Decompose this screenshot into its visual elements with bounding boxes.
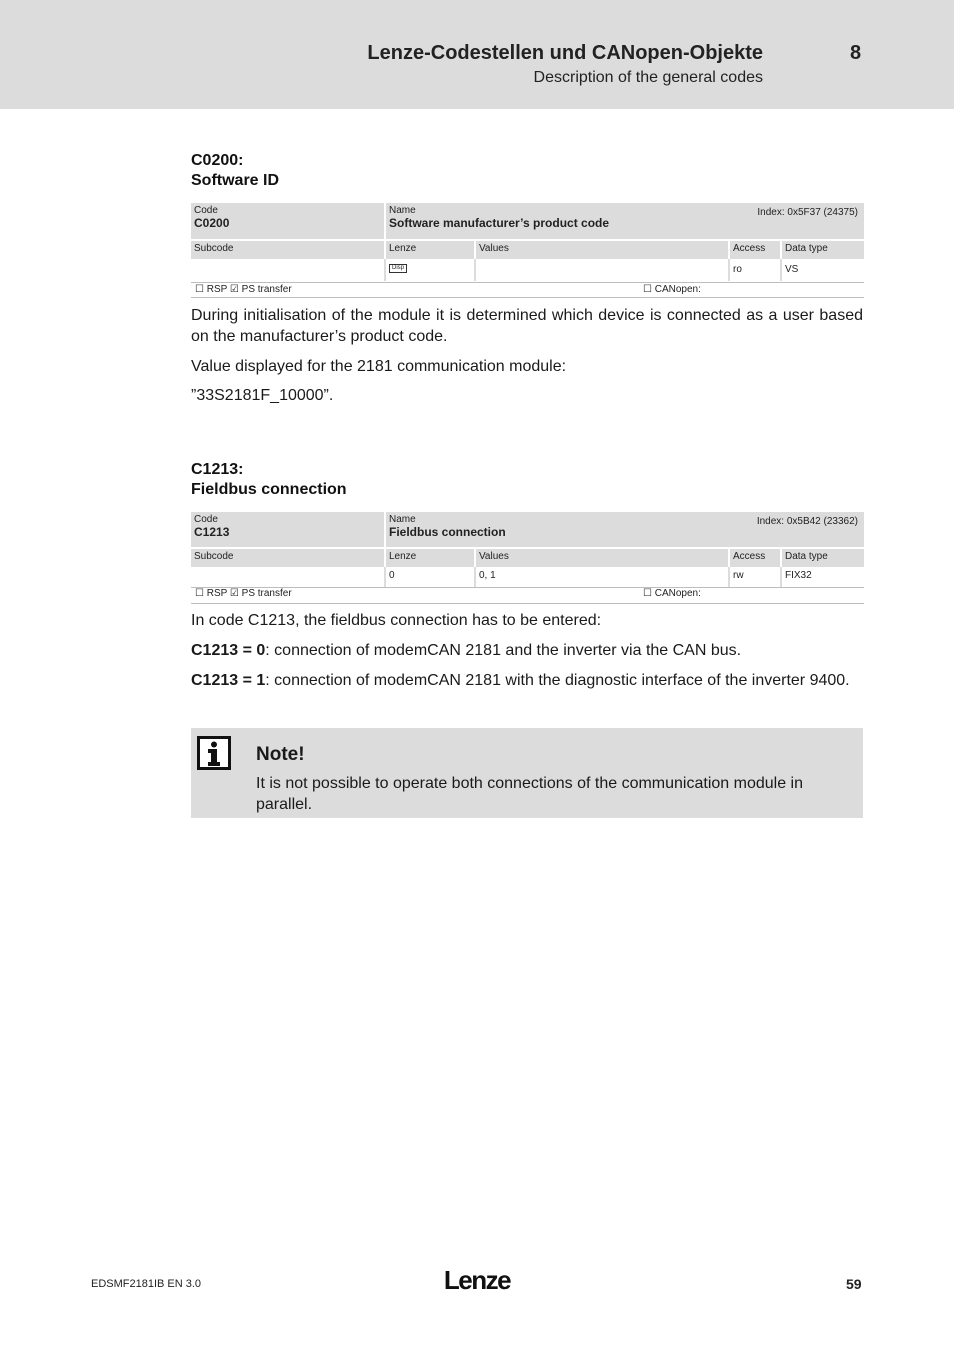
code-table-c0200 bbox=[191, 203, 864, 299]
col-access: Access bbox=[730, 549, 780, 567]
row-subcode bbox=[191, 259, 384, 281]
info-icon bbox=[197, 736, 231, 770]
code-caption: Code bbox=[194, 205, 218, 216]
row-access: rw bbox=[730, 567, 780, 587]
logo-text: Lenze bbox=[443, 1265, 511, 1295]
option-c1213-0 bbox=[191, 640, 863, 661]
option-key: C1213 = 1 bbox=[191, 672, 266, 689]
table-column-header-row bbox=[191, 241, 864, 259]
col-values: Values bbox=[476, 549, 728, 567]
footer-canopen: ☐ CANopen: bbox=[643, 284, 701, 295]
col-lenze: Lenze bbox=[386, 549, 474, 567]
table-column-header-row bbox=[191, 549, 864, 567]
row-access: ro bbox=[730, 259, 780, 281]
name-cell bbox=[386, 512, 864, 547]
paragraph: During initialisation of the module it is determined which device is connected as a user based on the manufacturer’s product code. bbox=[191, 307, 863, 345]
col-datatype: Data type bbox=[782, 241, 864, 259]
index-value: Index: 0x5F37 (24375) bbox=[757, 207, 858, 218]
code-table-c1213 bbox=[191, 512, 864, 606]
code-value: C0200 bbox=[194, 216, 230, 230]
name-value: Fieldbus connection bbox=[389, 525, 506, 539]
row-datatype: FIX32 bbox=[782, 567, 864, 587]
table-row bbox=[191, 567, 864, 587]
note-title: Note! bbox=[256, 744, 305, 765]
name-caption: Name bbox=[389, 205, 416, 216]
col-subcode: Subcode bbox=[191, 549, 384, 567]
table-bottom-line bbox=[191, 297, 864, 298]
option-key: C1213 = 0 bbox=[191, 642, 266, 659]
option-text: : connection of modemCAN 2181 and the inverter via the CAN bus. bbox=[265, 642, 742, 659]
footer-flags: ☐ RSP ☑ PS transfer bbox=[195, 284, 292, 295]
footer-flags: ☐ RSP ☑ PS transfer bbox=[195, 588, 292, 599]
table-header-row bbox=[191, 512, 864, 547]
table-footer-row bbox=[191, 283, 864, 297]
code-cell bbox=[191, 512, 384, 547]
code-cell bbox=[191, 203, 384, 239]
section-heading-c0200 bbox=[191, 151, 279, 191]
note-text: It is not possible to operate both connections of the communication module in parallel. bbox=[256, 775, 803, 813]
option-c1213-1 bbox=[191, 670, 863, 691]
name-value: Software manufacturer’s product code bbox=[389, 216, 610, 230]
option-text: : connection of modemCAN 2181 with the diagnostic interface of the inverter 9400. bbox=[265, 672, 850, 689]
section-name-label: Software ID bbox=[191, 172, 280, 189]
document-id: EDSMF2181IB EN 3.0 bbox=[91, 1278, 202, 1290]
section-name-label: Fieldbus connection bbox=[191, 481, 347, 498]
index-value: Index: 0x5B42 (23362) bbox=[756, 516, 858, 527]
section-code-label: C1213: bbox=[191, 461, 244, 478]
col-values: Values bbox=[476, 241, 728, 259]
section-code-label: C0200: bbox=[191, 152, 244, 169]
row-datatype: VS bbox=[782, 259, 864, 281]
row-lenze: 0 bbox=[386, 567, 474, 587]
name-cell bbox=[386, 203, 864, 239]
row-values: 0, 1 bbox=[476, 567, 728, 587]
row-lenze bbox=[386, 259, 474, 281]
table-row bbox=[191, 259, 864, 281]
note-box bbox=[191, 728, 863, 818]
col-datatype: Data type bbox=[782, 549, 864, 567]
table-bottom-line bbox=[191, 603, 864, 604]
paragraph: Value displayed for the 2181 communication module: bbox=[191, 358, 567, 375]
section-heading-c1213 bbox=[191, 460, 347, 500]
chapter-subtitle: Description of the general codes bbox=[533, 69, 763, 86]
lenze-logo bbox=[437, 1264, 517, 1296]
page-header bbox=[0, 0, 954, 109]
table-footer-row bbox=[191, 588, 864, 602]
code-value: C1213 bbox=[194, 525, 230, 539]
chapter-title: Lenze-Codestellen und CANopen-Objekte bbox=[367, 42, 763, 64]
code-caption: Code bbox=[194, 514, 218, 525]
col-subcode: Subcode bbox=[191, 241, 384, 259]
paragraph: In code C1213, the fieldbus connection has to be entered: bbox=[191, 612, 602, 629]
page-number: 59 bbox=[846, 1276, 862, 1292]
chapter-number: 8 bbox=[850, 42, 862, 64]
paragraph: ”33S2181F_10000”. bbox=[191, 387, 334, 404]
name-caption: Name bbox=[389, 514, 416, 525]
row-subcode bbox=[191, 567, 384, 587]
table-header-row bbox=[191, 203, 864, 239]
disp-badge: Disp bbox=[389, 264, 407, 273]
footer-canopen: ☐ CANopen: bbox=[643, 588, 701, 599]
col-lenze: Lenze bbox=[386, 241, 474, 259]
row-values bbox=[476, 259, 728, 281]
col-access: Access bbox=[730, 241, 780, 259]
